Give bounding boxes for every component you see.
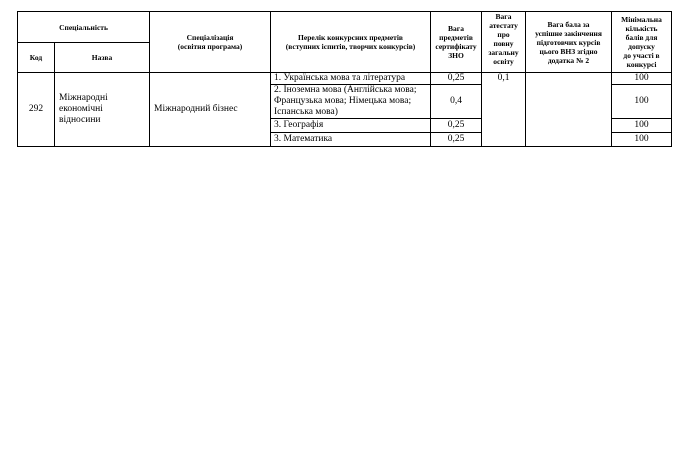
header-subjects xyxy=(271,12,431,73)
header-prep-courses-weight-line: додатка № 2 xyxy=(547,55,590,65)
header-certificate-weight xyxy=(482,12,526,73)
specialty-name xyxy=(55,73,150,147)
header-subjects-title: Перелік конкурсних предметів xyxy=(298,33,403,42)
zno-weight-value: 0,25 xyxy=(431,73,482,85)
header-zno-weight xyxy=(431,12,482,73)
header-subjects-subtitle: (вступних іспитів, творчих конкурсів) xyxy=(285,42,416,51)
header-prep-courses-weight-line: успішне закінчення xyxy=(535,28,602,38)
header-specialization-title: Спеціалізація xyxy=(186,33,234,42)
header-certificate-weight-line: повну xyxy=(493,39,514,48)
header-prep-courses-weight xyxy=(526,12,612,73)
table-row xyxy=(18,73,672,85)
subject-name: 1. Українська мова та література xyxy=(271,73,431,85)
min-score-value: 100 xyxy=(612,133,672,147)
admission-table xyxy=(17,11,672,147)
header-specialization xyxy=(150,12,271,73)
header-zno-weight-line: ЗНО xyxy=(448,51,464,60)
header-specialty: Спеціальність xyxy=(18,12,150,43)
header-zno-weight-line: Вага xyxy=(448,24,464,33)
prep-courses-weight-value xyxy=(526,73,612,147)
header-name: Назва xyxy=(55,43,150,73)
header-min-score-line: конкурсі xyxy=(626,60,657,69)
zno-weight-value: 0,25 xyxy=(431,133,482,147)
header-certificate-weight-line: освіту xyxy=(493,57,514,66)
header-min-score-line: кількість xyxy=(625,24,658,33)
header-certificate-weight-line: Вага xyxy=(495,12,512,21)
subject-name: 3. Математика xyxy=(271,133,431,147)
header-prep-courses-weight-line: Вага бала за xyxy=(547,19,590,29)
header-code: Код xyxy=(18,43,55,73)
certificate-weight-value: 0,1 xyxy=(482,73,526,147)
header-certificate-weight-line: атестату xyxy=(489,21,518,30)
min-score-value: 100 xyxy=(612,119,672,133)
header-min-score xyxy=(612,12,672,73)
specialization-name: Міжнародний бізнес xyxy=(150,73,271,147)
admission-table-container xyxy=(17,11,672,147)
specialty-name-line: економічні xyxy=(59,104,103,114)
zno-weight-value: 0,25 xyxy=(431,119,482,133)
specialty-code: 292 xyxy=(18,73,55,147)
header-zno-weight-line: предметів xyxy=(439,33,473,42)
specialty-name-line: відносини xyxy=(59,115,101,125)
header-zno-weight-line: сертифікату xyxy=(435,42,477,51)
header-certificate-weight-line: про xyxy=(497,30,510,39)
header-min-score-line: балів для xyxy=(625,33,658,42)
header-min-score-line: до участі в xyxy=(623,51,660,60)
header-min-score-line: Мінімальна xyxy=(621,15,662,24)
zno-weight-value: 0,4 xyxy=(431,85,482,119)
header-specialization-subtitle: (освітня програма) xyxy=(177,42,243,51)
subject-name: 3. Географія xyxy=(271,119,431,133)
header-certificate-weight-line: загальну xyxy=(488,48,519,57)
header-min-score-line: допуску xyxy=(628,42,655,51)
subject-name: 2. Іноземна мова (Англійська мова; Французька мова; Німецька мова; Іспанська мова) xyxy=(271,85,431,119)
min-score-value: 100 xyxy=(612,73,672,85)
header-prep-courses-weight-line: цього ВНЗ згідно xyxy=(539,46,598,56)
header-prep-courses-weight-line: підготовчих курсів xyxy=(536,37,601,47)
min-score-value: 100 xyxy=(612,85,672,119)
specialty-name-line: Міжнародні xyxy=(59,93,108,103)
